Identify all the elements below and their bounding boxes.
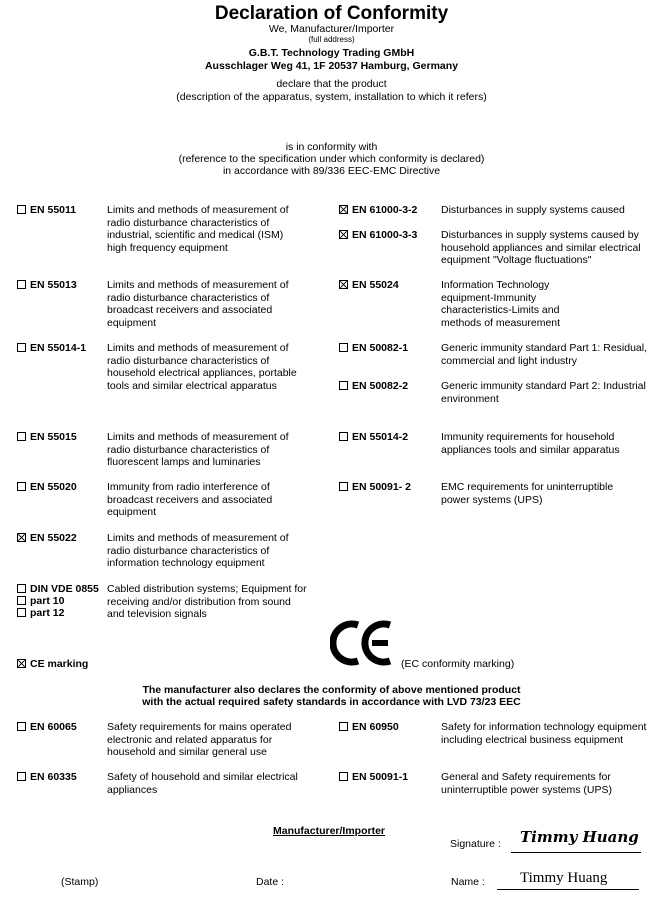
standard-en55011: EN 55011 [17,204,76,217]
checkbox-en50091-1[interactable] [339,772,348,781]
description-en55022: Limits and methods of measurement of radio disturbance characteristics of information technology equipment [107,532,289,570]
lvd-statement-line1: The manufacturer also declares the conformity of above mentioned product [142,684,521,696]
checkbox-en61000-3-3[interactable] [339,230,348,239]
date-label: Date : [256,876,285,888]
checkbox-en55020[interactable] [17,482,26,491]
checkbox-ce-marking[interactable] [17,659,26,668]
description-en60065: Safety requirements for mains operated electronic and related apparatus for household and similar general use [107,721,292,759]
standard-en55022: EN 55022 [17,532,77,545]
standard-en55020: EN 55020 [17,481,77,494]
checkbox-en60065[interactable] [17,722,26,731]
name-value: Timmy Huang [520,870,608,886]
description-en61000-3-2: Disturbances in supply systems caused [441,204,625,216]
directive-text: in accordance with 89/336 EEC-EMC Directive [222,165,441,177]
conformity-text: is in conformity with [285,141,378,153]
standard-en55013: EN 55013 [17,279,77,292]
checkbox-en55014-1[interactable] [17,343,26,352]
declare-text: declare that the product [276,78,387,90]
checkbox-en50082-1[interactable] [339,343,348,352]
standard-en61000-3-3: EN 61000-3-3 [339,229,417,242]
standard-en60065: EN 60065 [17,721,77,734]
manufacturer-subtitle: We, Manufacturer/Importer [268,23,395,35]
standard-en55014-2: EN 55014-2 [339,431,408,444]
signature-line [511,852,641,853]
checkbox-din-part-10[interactable] [17,596,26,605]
standard-en55014-1: EN 55014-1 [17,342,86,355]
company-name: G.B.T. Technology Trading GMbH [248,47,415,59]
signature-label: Signature : [450,838,501,850]
name-line [497,889,639,890]
standard-din-part-12: part 12 [17,607,64,620]
checkbox-din-part-12[interactable] [17,608,26,617]
full-address-note: (full address) [308,35,355,44]
description-en55011: Limits and methods of measurement of radio disturbance characteristics of industrial, scientific and medical (ISM) high frequency equipment [107,204,289,254]
checkbox-en61000-3-2[interactable] [339,205,348,214]
lvd-statement-line2: with the actual required safety standards in accordance with LVD 73/23 EEC [142,696,521,708]
checkbox-en50082-2[interactable] [339,381,348,390]
checkbox-en50091-2[interactable] [339,482,348,491]
standard-en50091-2: EN 50091- 2 [339,481,411,494]
name-label: Name : [451,876,485,888]
standard-en50082-2: EN 50082-2 [339,380,408,393]
description-en55014-2: Immunity requirements for household appliances tools and similar apparatus [441,431,620,456]
standard-din-vde-0855: DIN VDE 0855 [17,583,99,596]
description-en60335: Safety of household and similar electrical appliances [107,771,298,796]
manufacturer-heading: Manufacturer/Importer [273,825,386,837]
standard-en50091-1: EN 50091-1 [339,771,408,784]
signature: Timmy Huang [520,828,639,846]
standard-en55015: EN 55015 [17,431,77,444]
description-en50091-1: General and Safety requirements for uninterruptible power systems (UPS) [441,771,612,796]
product-description-note: (description of the apparatus, system, installation to which it refers) [176,91,487,103]
description-en55014-1: Limits and methods of measurement of radio disturbance characteristics of household electrical appliances, portable tools and similar electrical apparatus [107,342,297,392]
description-en50082-2: Generic immunity standard Part 2: Industrial environment [441,380,646,405]
description-en55015: Limits and methods of measurement of radio disturbance characteristics of fluorescent lamps and luminaries [107,431,289,469]
description-en50091-2: EMC requirements for uninterruptible power systems (UPS) [441,481,614,506]
ce-note: (EC conformity marking) [401,658,515,670]
standard-din-part-10: part 10 [17,595,64,608]
description-en61000-3-3: Disturbances in supply systems caused by household appliances and similar electrical equipment "Voltage fluctuations" [441,229,641,267]
description-en60950: Safety for information technology equipment including electrical business equipment [441,721,647,746]
checkbox-din-vde-0855[interactable] [17,584,26,593]
checkbox-en55014-2[interactable] [339,432,348,441]
checkbox-en55015[interactable] [17,432,26,441]
ce-logo-icon [330,619,394,667]
company-address: Ausschlager Weg 41, 1F 20537 Hamburg, Germany [204,60,459,72]
standard-en60950: EN 60950 [339,721,399,734]
checkbox-en55022[interactable] [17,533,26,542]
stamp-label: (Stamp) [61,876,99,888]
description-en55013: Limits and methods of measurement of radio disturbance characteristics of broadcast receivers and associated equipment [107,279,289,329]
description-en55024: Information Technology equipment-Immunity characteristics-Limits and methods of measurement [441,279,561,329]
description-en55020: Immunity from radio interference of broadcast receivers and associated equipment [107,481,273,519]
checkbox-en55024[interactable] [339,280,348,289]
standard-en61000-3-2: EN 61000-3-2 [339,204,417,217]
standard-en55024: EN 55024 [339,279,399,292]
description-din-vde: Cabled distribution systems; Equipment for receiving and/or distribution from sound and television signals [107,583,307,621]
ce-marking-label: CE marking [17,658,88,671]
standard-en50082-1: EN 50082-1 [339,342,408,355]
checkbox-en55011[interactable] [17,205,26,214]
page-title: Declaration of Conformity [214,3,449,24]
checkbox-en60950[interactable] [339,722,348,731]
reference-note: (reference to the specification under which conformity is declared) [178,153,485,165]
checkbox-en60335[interactable] [17,772,26,781]
description-en50082-1: Generic immunity standard Part 1: Residual, commercial and light industry [441,342,648,367]
standard-en60335: EN 60335 [17,771,77,784]
checkbox-en55013[interactable] [17,280,26,289]
